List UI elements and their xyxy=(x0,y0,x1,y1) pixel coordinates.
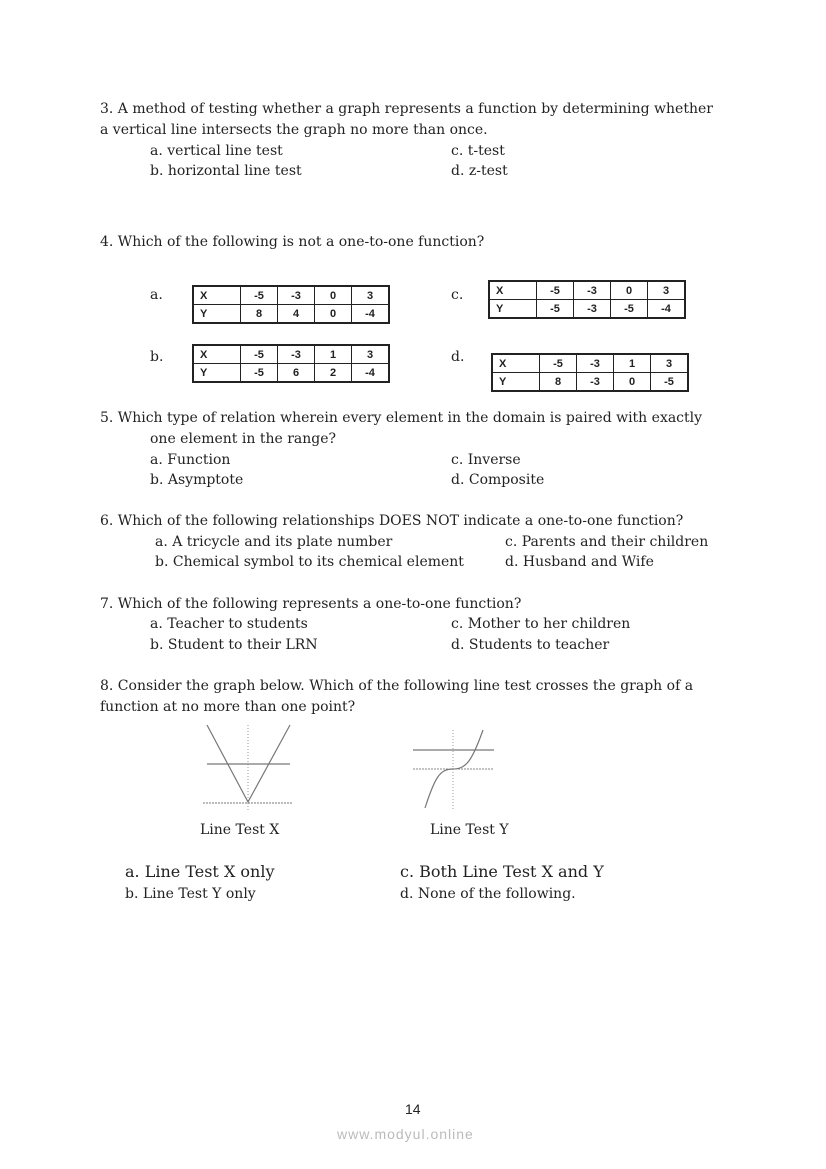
q4-stem: 4. Which of the following is not a one-to-one function? xyxy=(100,234,485,250)
graph-x-caption: Line Test X xyxy=(200,822,280,838)
table-row-x xyxy=(492,354,688,373)
q6-option-d: d. Husband and Wife xyxy=(505,554,654,570)
q5-option-c: c. Inverse xyxy=(451,452,521,468)
q4-label-b: b. xyxy=(150,349,164,365)
table-cell: 0 xyxy=(611,281,648,300)
q4-label-a: a. xyxy=(150,287,163,303)
q5-option-a: a. Function xyxy=(150,452,231,468)
table-cell: X xyxy=(193,286,241,305)
q4-label-c: c. xyxy=(451,287,464,303)
q4-table-a xyxy=(192,285,390,324)
table-cell: -3 xyxy=(577,354,614,373)
table-cell: -4 xyxy=(648,300,686,319)
q4-table-b xyxy=(192,344,390,383)
q3-option-c: c. t-test xyxy=(451,143,505,159)
table-row-y xyxy=(193,305,389,324)
table-cell: X xyxy=(193,345,241,364)
q3-option-d: d. z-test xyxy=(451,163,508,179)
table-cell: 3 xyxy=(352,345,390,364)
q7-option-a: a. Teacher to students xyxy=(150,616,308,632)
table-cell: -5 xyxy=(241,364,278,383)
table-row-x xyxy=(193,345,389,364)
graph-line-test-y xyxy=(410,727,498,813)
table-cell: 1 xyxy=(614,354,651,373)
table-cell: Y xyxy=(492,373,540,392)
table-cell: Y xyxy=(489,300,537,319)
table-cell: 0 xyxy=(614,373,651,392)
table-cell: 8 xyxy=(241,305,278,324)
table-row-y xyxy=(193,364,389,383)
table-cell: -5 xyxy=(540,354,577,373)
q4-label-d: d. xyxy=(451,349,465,365)
q5-option-d: d. Composite xyxy=(451,472,545,488)
q3-stem-line2: a vertical line intersects the graph no more than once. xyxy=(100,122,488,138)
q6-option-b: b. Chemical symbol to its chemical element xyxy=(155,554,464,570)
q8-option-c: c. Both Line Test X and Y xyxy=(400,862,604,881)
q8-option-d: d. None of the following. xyxy=(400,886,576,902)
q4-table-c xyxy=(488,280,686,319)
table-row-y xyxy=(492,373,688,392)
table-cell: -5 xyxy=(241,286,278,305)
table-cell: -4 xyxy=(352,364,390,383)
graph-line-test-x xyxy=(200,720,296,812)
q5-stem-line1: 5. Which type of relation wherein every element in the domain is paired with exactly xyxy=(100,410,703,426)
table-cell: -4 xyxy=(352,305,390,324)
page-number: 14 xyxy=(405,1101,421,1117)
table-cell: 0 xyxy=(315,286,352,305)
table-cell: 6 xyxy=(278,364,315,383)
table-cell: 4 xyxy=(278,305,315,324)
q8-option-b: b. Line Test Y only xyxy=(125,886,256,902)
q8-stem-line1: 8. Consider the graph below. Which of the following line test crosses the graph of a xyxy=(100,678,694,694)
q3-option-b: b. horizontal line test xyxy=(150,163,302,179)
q3-option-a: a. vertical line test xyxy=(150,143,283,159)
table-cell: 1 xyxy=(315,345,352,364)
table-cell: Y xyxy=(193,364,241,383)
q5-option-b: b. Asymptote xyxy=(150,472,244,488)
table-cell: -5 xyxy=(651,373,689,392)
q6-option-a: a. A tricycle and its plate number xyxy=(155,534,393,550)
table-cell: -5 xyxy=(241,345,278,364)
q7-stem: 7. Which of the following represents a one-to-one function? xyxy=(100,596,522,612)
q6-stem: 6. Which of the following relationships DOES NOT indicate a one-to-one function? xyxy=(100,513,684,529)
q7-option-d: d. Students to teacher xyxy=(451,637,610,653)
table-cell: 3 xyxy=(352,286,390,305)
table-cell: -3 xyxy=(577,373,614,392)
table-cell: -3 xyxy=(574,300,611,319)
table-cell: 0 xyxy=(315,305,352,324)
table-cell: 2 xyxy=(315,364,352,383)
table-cell: -5 xyxy=(537,300,574,319)
watermark: www.modyul.online xyxy=(337,1126,474,1142)
q6-option-c: c. Parents and their children xyxy=(505,534,709,550)
table-cell: -5 xyxy=(537,281,574,300)
table-row-y xyxy=(489,300,685,319)
q4-table-d xyxy=(491,353,689,392)
table-cell: 3 xyxy=(651,354,689,373)
q7-option-c: c. Mother to her children xyxy=(451,616,631,632)
table-cell: -3 xyxy=(278,345,315,364)
table-row-x xyxy=(489,281,685,300)
q5-stem-line2: one element in the range? xyxy=(150,431,337,447)
q8-stem-line2: function at no more than one point? xyxy=(100,699,356,715)
table-cell: X xyxy=(492,354,540,373)
table-row-x xyxy=(193,286,389,305)
table-cell: -5 xyxy=(611,300,648,319)
table-cell: 8 xyxy=(540,373,577,392)
table-cell: 3 xyxy=(648,281,686,300)
table-cell: Y xyxy=(193,305,241,324)
table-cell: -3 xyxy=(574,281,611,300)
q8-option-a: a. Line Test X only xyxy=(125,862,275,881)
table-cell: X xyxy=(489,281,537,300)
q3-stem-line1: 3. A method of testing whether a graph represents a function by determining whether xyxy=(100,101,713,117)
q7-option-b: b. Student to their LRN xyxy=(150,637,318,653)
table-cell: -3 xyxy=(278,286,315,305)
graph-y-caption: Line Test Y xyxy=(430,822,509,838)
